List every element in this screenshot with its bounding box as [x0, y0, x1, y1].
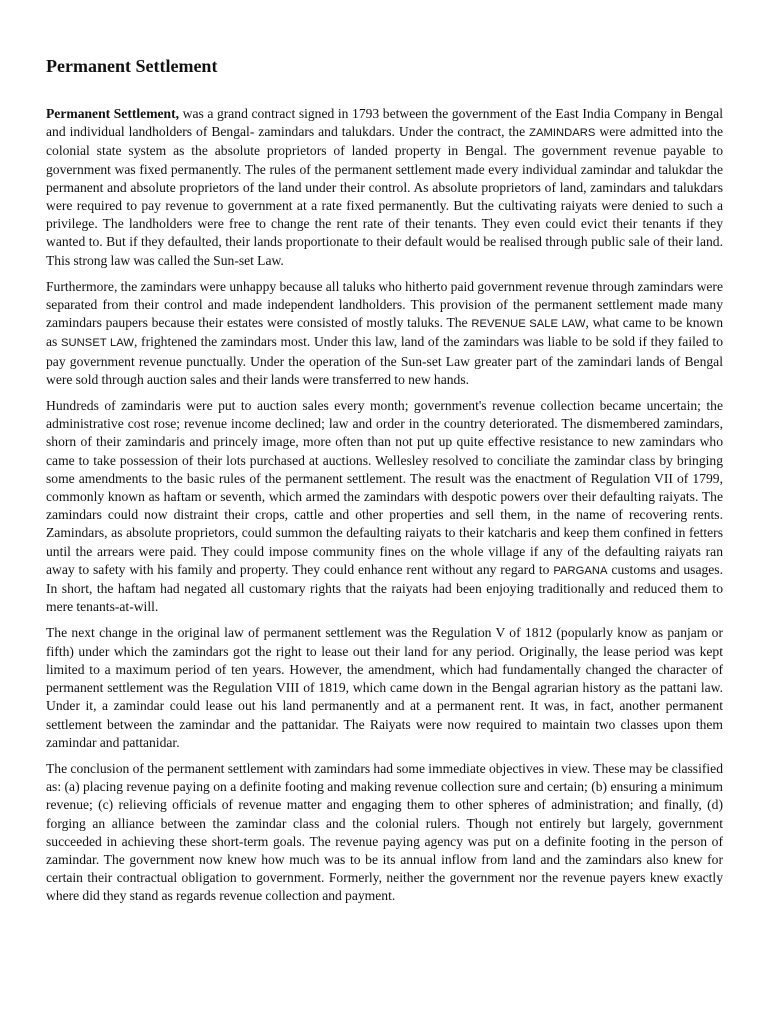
term-revenue-sale-law-link[interactable]: REVENUE SALE LAW — [471, 318, 586, 331]
paragraph-1-text-b: were admitted into the colonial state system as the absolute proprietors of landed property in Bengal. The government revenue payable to government was fixed permanently. The rules of the permanent settlement made every individual zamindar and talukdar the permanent and absolute proprietors of the land under their control. As absolute proprietors of land, zamindars and talukdars were required to pay revenue to government at a rate fixed permanently. But the cultivating raiyats were denied to such a privilege. The landholders were free to change the rent rate of their tenants. They even could evict their tenants if they wanted to. But if they defaulted, their lands proportionate to their default would be realised through public sale of their land. This strong law was called the Sun-set Law. — [46, 124, 723, 268]
paragraph-2-text-b: , what came to be known as — [46, 315, 724, 350]
paragraph-5: The conclusion of the permanent settlement with zamindars had some immediate objectives in view. These may be classified as: (a) placing revenue paying on a definite footing and making revenue collection sure and certain; (b) ensuring a minimum revenue; (c) relieving officials of revenue matter and engaging them to other spheres of administration; and finally, (d) forging an alliance between the zamindar class and the colonial rulers. Though not entirely but largely, government succeeded in achieving these short-term goals. The revenue paying agency was put on a definite footing in the person of zamindar. The government now knew how much was to be its annual inflow from land and the zamindars also knew for certain their contractual obligation to government. Formerly, neither the government nor the revenue payers knew exactly where did they stand as regards revenue collection and payment. — [46, 760, 723, 904]
paragraph-3-text-a: Hundreds of zamindaris were put to auction sales every month; government's revenue collection became uncertain; the administrative cost rose; revenue income declined; law and order in the country deteriorated. The dismembered zamindars, shorn of their zamindaris and princely image, more often than not put up quite effective resistance to new zamindars who came to take possession of their lots purchased at auctions. Wellesley resolved to conciliate the zamindar class by bringing some amendments to the basic rules of the permanent settlement. The result was the enactment of Regulation VII of 1799, commonly known as haftam or seventh, which armed the zamindars with despotic powers over their defaulting raiyats. The zamindars could now distraint their crops, cattle and other properties and sell them, in the name of recovering rents. Zamindars, as absolute proprietors, could summon the defaulting raiyats to their katcharis and keep them confined in fetters until the arrears were paid. They could impose community fines on the whole village if any of the defaulting raiyats ran away to safety with his family and property. They could enhance rent without any regard to — [46, 398, 723, 577]
paragraph-4: The next change in the original law of permanent settlement was the Regulation V of 1812 (popularly know as panjam or fifth) under which the zamindars got the right to lease out their land for any period. Originally, the lease period was kept limited to a maximum period of ten years. However, the amendment, which had fundamentally changed the character of permanent settlement was the Regulation VIII of 1819, which came down in the Bengal agrarian history as the pattani law. Under it, a zamindar could lease out his land permanently and at a permanent rent. It was, in fact, another permanent settlement between the zamindar and the pattanidar. The Raiyats were now required to maintain two classes upon them zamindar and pattanidar. — [46, 625, 723, 750]
paragraph-3-text-b: customs and usages. In short, the haftam had negated all customary rights that the raiyats had been enjoying traditionally and reduced them to mere tenants-at-will. — [46, 561, 723, 615]
paragraph-2 — [46, 278, 723, 389]
term-sunset-law-link[interactable]: SUNSET LAW — [61, 337, 134, 350]
paragraph-2-text-a: Furthermore, the zamindars were unhappy because all taluks who hitherto paid government revenue through zamindars were separated from their control and made independent landholders. This provision of the permanent settlement made many zamindars paupers because their estates were consisted of mostly taluks. The — [46, 278, 723, 331]
paragraph-3 — [46, 397, 723, 616]
document-page — [46, 56, 723, 914]
term-pargana-link[interactable]: PARGANA — [553, 564, 608, 577]
term-zamindars-link[interactable]: ZAMINDARS — [529, 127, 596, 140]
paragraph-2-text-c: , frightened the zamindars most. Under this law, land of the zamindars was liable to be sold if they failed to pay government revenue punctually. Under the operation of the Sun-set Law greater part of the zamindari lands of Bengal were sold through auction sales and their lands were transferred to new hands. — [46, 334, 723, 387]
paragraph-1 — [46, 105, 723, 270]
page-title: Permanent Settlement — [46, 56, 218, 76]
paragraph-1-text-a: was a grand contract signed in 1793 between the government of the East India Company in Bengal and individual landholders of Bengal- zamindars and talukdars. Under the contract, the — [46, 106, 723, 140]
lead-term: Permanent Settlement, — [46, 106, 180, 121]
